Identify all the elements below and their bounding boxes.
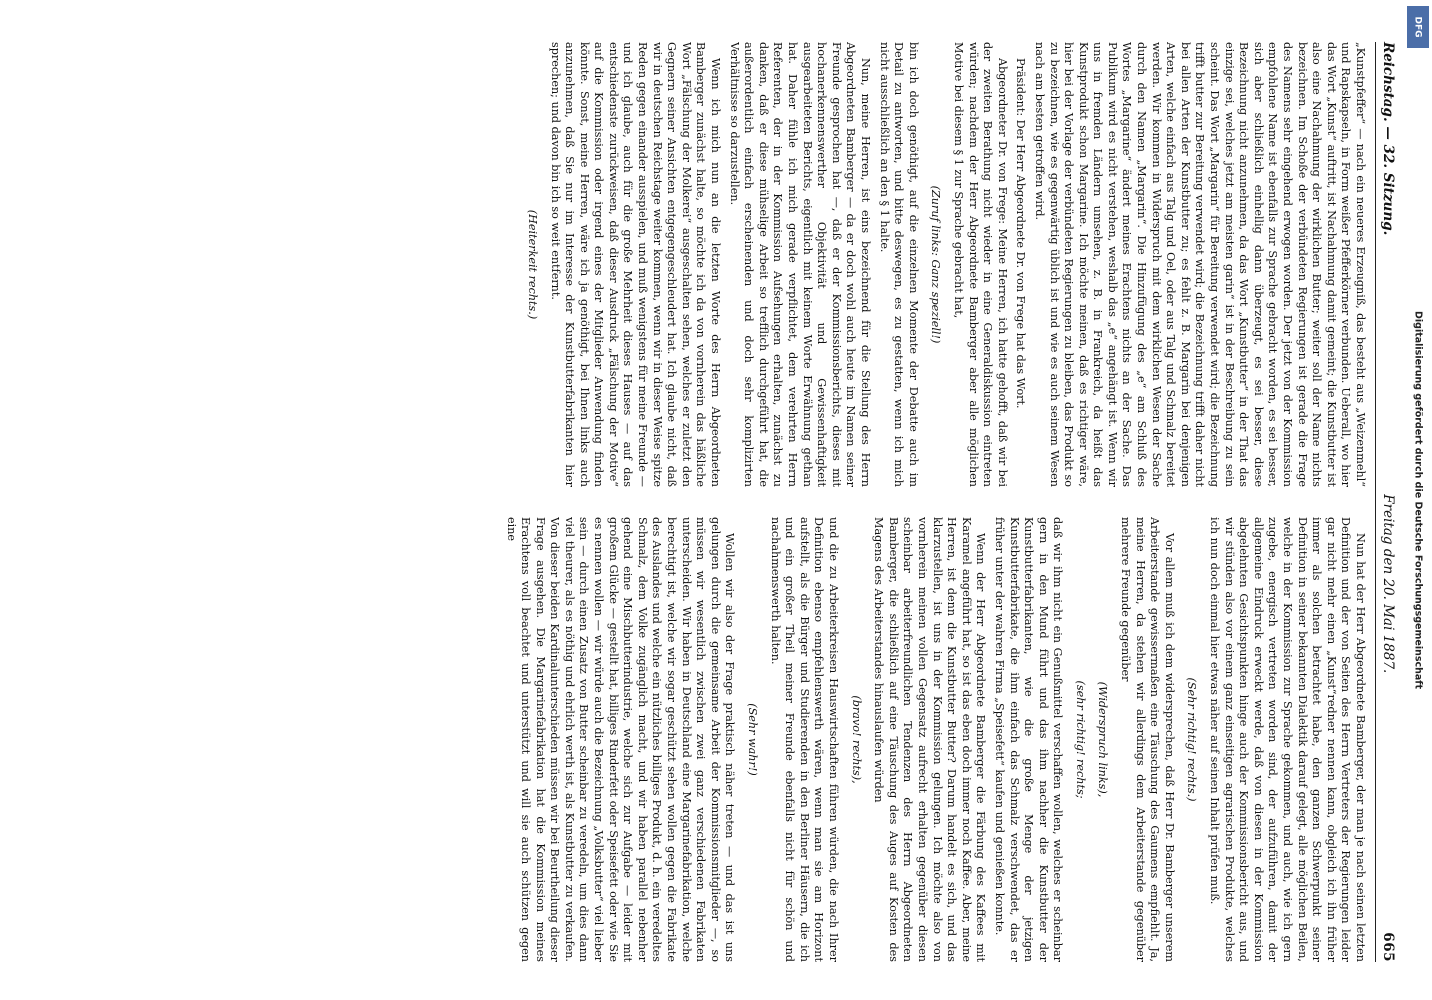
date-line: Freitag den 20. Mai 1887.	[1380, 494, 1396, 674]
text-columns	[67, 42, 1367, 962]
paragraph: „Kunstpfeffer“ — nach ein neueres Erzeugniß, das besteht aus „Weizenmehl“ und Rapskapseln, in Form weißer Pfefferkörner verbunden. Ueberall, wo hier das Wort „Kunst“ auftritt, ist Nachahmung damit gemeint; die Kunstbutter ist also eine Nachahmung der wirklichen Butter; weiter soll der Name nichts bezeichnen. Im Schoße der verbündeten Regierungen ist gerade die Frage des Namens sehr eingehend erwogen worden. Der jetzt von der Kommission empfohlene Name ist ebenfalls zur Sprache gebracht worden, es sei besser, sich aber schließlich einhellig dann überzeugt, es sei besser, diese Bezeichnung nicht anzunehmen, da das Wort „Kunstbutter“ in der That das einzige sei, welches jetzt am meisten garin“ ist in der Beschreibung zu sein scheint. Das Wort „Margarin“ für Bereitung verwendet wird; die Bezeichnung trifft butter zur Bereitung verwendet wird; die Bezeichnung trifft daher nicht bei allen Arten der Kunstbutter zu; es fehlt z. B. Margarin bei denjenigen Arten, welche einfach aus Talg und Oel, oder aus Talg und Schmalz bereitet werden. Wir kommen in Widerspruch mit dem wirklichen Wesen der Sache durch den Namen „Margarin“. Die Hinzufügung des „e“ am Schluß des Wortes „Margarine“ ändert meines Erachtens nichts an der Sache. Das Publikum wird es nicht verstehen, weshalb das „e“ angehängt ist. Wenn wir uns in fremden Ländern umsehen, z. B. in Frankreich, da heißt das Kunstprodukt schon Margarine. Ich möchte meinen, daß es richtiger wäre, hier bei der Vorlage der verbündeten Regierungen zu bleiben, das Produkt so zu bezeichnen, wie es gegenwärtig üblich ist und wie es auch seinem Wesen nach am besten getroffen wird.	[1032, 42, 1367, 487]
dfg-logo-text: DFG	[1412, 16, 1423, 38]
interjection: (Sehr wahr!)	[746, 703, 760, 776]
interjection: (Widerspruch links),	[1096, 681, 1110, 798]
watermark-text: Digitalisierung gefördert durch die Deutsche Forschungsgemeinschaft	[1412, 311, 1424, 689]
column-left	[67, 42, 1367, 487]
digitization-watermark	[1404, 0, 1432, 1000]
paragraph: Präsident: Der Herr Abgeordnete Dr. von Frege hat das Wort.	[1014, 58, 1028, 409]
paragraph: Wenn der Herr Abgeordnete Bamberger die Färbung des Kaffees mit Karamel angeführt hat, so ist das eben doch immer noch Kaffee. Aber, meine Herren, ist denn die Kunstbutter Butter? Darum handelt es sich, und das klarzustellen, ist uns in der Kommission gelungen. Ich möchte also von vornherein meinen vollen Gegensatz aufrecht erhalten gegenüber diesen scheinbar arbeiterfreundlichen Tendenzen des Herrn Abgeordneten Bamberger, die schließlich auf eine Täuschung des Auges auf Kosten des Magens des Arbeiterstandes hinauslaufen würden	[872, 517, 988, 962]
paragraph: Abgeordneter Dr. von Frege: Meine Herren, ich hatte gehofft, daß wir bei der zweiten Berathung nicht wieder in eine Generaldiskussion eintreten würden; nachdem der Herr Abgeordnete Bamberger aber alle möglichen Motive bei diesem § 1 zur Sprache gebracht hat,	[951, 42, 1009, 487]
interjection: (sehr richtig! rechts;	[1073, 680, 1087, 799]
interjection: (Zuruf links: Ganz speziell!)	[929, 185, 943, 344]
interjection: (bravo! rechts),	[849, 695, 863, 784]
page-number: 665	[1380, 932, 1396, 962]
interjection: (Sehr richtig! rechts.)	[1185, 677, 1199, 802]
paragraph: Nun hat der Herr Abgeordnete Bamberger, der man je nach seinen letzten Definition und der von Seiten des Herrn Vertreters der Regierungen leider gar nicht mehr einen „Kunst“redner nennen kann, obgleich ich ihn früher immer als solchen betrachtet habe, den ganzen Schwerpunkt seiner Definition in seiner bekannten Dialektik darauf gelegt, alle möglichen Beilen, welche in der Kommission zur Sprache gekommen, und auch, wie ich gern zugebe, energisch vertreten worden sind, der aufzuführen, damit der allgemeine Eindruck erweckt werde, daß von diesen in der Kommission abgelehnten Gesichtspunkten hinge auch der Kommissionsbericht aus, und wir stünden also vor einem ganz einseitigen agrarischen Produkte, welches ich nun doch einmal hier etwas näher auf seinen Inhalt prüfen muß.	[1208, 517, 1367, 962]
page-header	[1375, 42, 1396, 962]
paragraph: Vor allem muß ich dem widersprechen, daß Herr Dr. Bamberger unserem Arbeiterstande gewissermaßen eine Täuschung des Gaumens empfiehlt. Ja, meine Herren, da stehen wir allerdings dem Arbeiterstande gegenüber mehrere Freunde gegenüber	[1119, 517, 1176, 962]
paragraph: und die zu Arbeiterkreisen Hauswirtschaften führen würden, die nach Ihrer Definition ebenso empfehlenswerth wären, wenn man sie am Horizont aufstellt, als die Bürger und Studierenden in den Berliner Häusern, die ich und ein großer Theil meiner Freunde ebenfalls nicht für schön und nachahmenswerth halten.	[768, 517, 840, 962]
paragraph: Nun, meine Herren, ist eins bezeichnend für die Stellung des Herrn Abgeordneten Bamberger — da er doch wohl auch heute im Namen seiner Freunde gesprochen hat —, daß er der Kommissionsberichts, dieses mit hochanerkennenswerther Objektivität und Gewissenhaftigkeit ausgearbeiteten Berichts, eigentlich mit keinem Worte Erwähnung gethan hat. Daher fühle ich mich gerade verpflichtet, dem verehrten Herrn Referenten, der in der Kommission Aufsehungen erhalten, zunächst zu danken, daß er diese mühselige Arbeit so trefflich durchgeführt hat, die außerordentlich einfach erscheinenden und doch sehr komplizirten Verhältnisse so darzustellen.	[727, 42, 872, 487]
paragraph: Wollen wir also der Frage praktisch näher treten — und das ist uns gelungen durch die gemeinsame Arbeit der Kommissionsmitglieder —, so müssen wir wesentlich zwischen zwei ganz verschiedenen Fabrikaten unterscheiden. Wir haben in Deutschland eine Margarinefabrikation, welche berechtigt ist, welche wir sogar geschützt sehen wollen gegen die Fabrikate des Auslandes und welche ein nützliches billiges Produkt, d. h. ein veredeltes Schmalz, dem Volke zugänglich macht, und wir haben parallel nebenher gehend eine Mischbutterindustrie, welche sich zur Aufgabe — leider mit großem Glücke — gestellt hat, billiges Rinderfett oder Speisefett oder wie Sie es nennen wollen — wir würde auch die Bezeichnung „Volksbutter“ viel lieber sein — durch einen Zusatz von Butter scheinbar zu veredeln, um dies dann viel theurer, als es nöthig und ehrlich werth ist, als Kunstbutter zu verkaufen. Von dieser beiden Kardinalunterschieden müssen wir bei Beurtheilung dieser Frage ausgehen. Die Margarinefabrikation hat die Kommission meines Erachtens voll beachtet und unterstützt und will sie auch schützen gegen eine	[504, 517, 737, 962]
paragraph: Wenn ich mich nun an die letzten Worte des Herrn Abgeordneten Bamberger zunächst halte, so möchte ich da von vornherein das häßliche Wort „Fälschung der Molkerei“ ausgeschalten sehen, welches er zuletzt den Gegnern seiner Ansichten entgegengeschleudert hat. Ich glaube nicht, daß wir in deutschen Reichstage weiter kommen, wenn wir in dieser Weise spitze Reden gegen einander ausspielen, und muß wenigstens für meine Freunde — und ich glaube, auch für die große Mehrheit dieses Hauses — auf das entschiedenste zurückweisen, daß dieser Ausdruck „Fälschung der Motive“ auf die Kommission oder irgend eines der Mitglieder Anwendung finden könnte. Sonst, meine Herren, wäre ich ja genöthigt, bei Ihnen links auch anzunehmen, daß Sie nur im Interesse der Kunstbutterfabrikanten hier sprechen; und davon bin ich so weit entfernt.	[548, 42, 723, 487]
session-title: Reichstag. — 32. Sitzung.	[1380, 42, 1396, 236]
paragraph: bin ich doch genöthigt, auf die einzelnen Momente der Debatte auch im Detail zu antworten, und bitte deswegen, es zu gestatten, wenn ich mich nicht ausschließlich an den § 1 halte.	[877, 42, 920, 487]
paragraph: daß wir ihm nicht ein Genußmittel verschaffen wollen, welches er scheinbar gern in den Mund führt und das ihm nachher die Kunstbutter der Kunstbutterfabrikanten, wie die große Menge der jetzigen Kunstbutterfabrikate, die ihm einfach das Schmalz verschwendet, das er früher unter der wahren Firma „Speisefett“ kaufen und genießen konnte.	[992, 517, 1065, 962]
dfg-logo	[1407, 6, 1429, 48]
column-right	[67, 517, 1367, 962]
rotated-page-content	[22, 0, 1432, 1000]
interjection: (Heiterkeit rechts.)	[525, 209, 539, 320]
